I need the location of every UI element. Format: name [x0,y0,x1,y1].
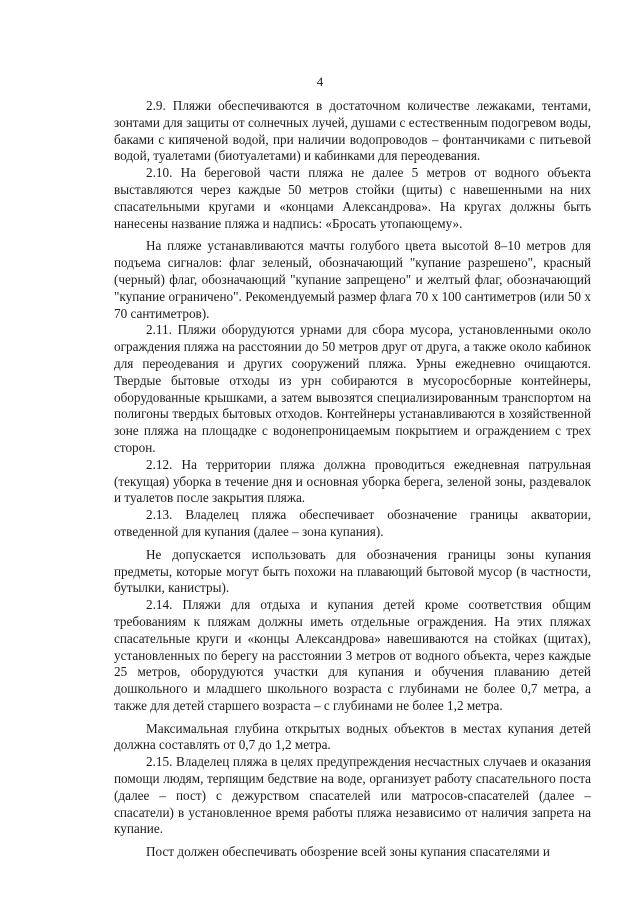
paragraph-max-depth: Максимальная глубина открытых водных объектов в местах купания детей должна составлять от 0,7 до 1,2 метра. [114,720,591,753]
page-number: 4 [316,74,324,89]
paragraph-post-visibility: Пост должен обеспечивать обозрение всей зоны купания спасателями и [146,844,550,860]
document-body [114,98,591,861]
paragraph-2-11: 2.11. Пляжи оборудуются урнами для сбора мусора, установленными около ограждения пляжа на расстоянии до 50 метров друг от друга, а также около кабинок для переодевания и других сооружений пляжа. Урны ежедневно очищаются. Твердые бытовые отходы из урн собираются в мусоросборные контейнеры, оборудованные крышками, а затем вывозятся специализированным транспортом на полигоны твердых бытовых отходов. Контейнеры устанавливаются в хозяйственной зоне пляжа на площадке с водонепроницаемым покрытием и ограждением с трех сторон. [114,322,591,455]
paragraph-2-13: 2.13. Владелец пляжа обеспечивает обозначение границы акватории, отведенной для купания (далее – зона купания). [114,507,591,539]
paragraph-2-15: 2.15. Владелец пляжа в целях предупреждения несчастных случаев и оказания помощи людям, терпящим бедствие на воде, организует работу спасательного поста (далее – пост) с дежурством спасателей или матросов-спасателей (далее – спасатели) в установленное время работы пляжа независимо от наличия запрета на купание. [114,754,591,837]
paragraph-flag-masts: На пляже устанавливаются мачты голубого цвета высотой 8–10 метров для подъема сигналов: флаг зеленый, обозначающий "купание разрешено", красный (черный) флаг, обозначающий "купание запрещено" и желтый флаг, обозначающий "купание ограничено". Рекомендуемый размер флага 70 х 100 сантиметров (или 50 х 70 сантиметров). [114,238,591,321]
paragraph-2-14: 2.14. Пляжи для отдыха и купания детей кроме соответствия общим требованиям к пляжам должны иметь отдельные ограждения. На этих пляжах спасательные круги и «концы Александрова» навешиваются на стойках (щитах), установленных по берегу на расстоянии 3 метров от водного объекта, через каждые 25 метров, оборудуются участки для купания и обучения плаванию детей дошкольного и младшего школьного возраста с глубинами не более 0,7 метра, а также для детей старшего возраста – с глубинами не более 1,2 метра. [114,597,591,713]
paragraph-swim-zone-markers: Не допускается использовать для обозначения границы зоны купания предметы, которые могут быть похожи на плавающий бытовой мусор (в частности, бутылки, канистры). [114,546,591,596]
paragraph-2-12: 2.12. На территории пляжа должна проводиться ежедневная патрульная (текущая) уборка в течение дня и основная уборка берега, зеленой зоны, раздевалок и туалетов после закрытия пляжа. [114,456,591,506]
paragraph-2-10: 2.10. На береговой части пляжа не далее 5 метров от водного объекта выставляются через каждые 50 метров стойки (щиты) с навешенными на них спасательными кругами и «концами Александрова». На кругах должны быть нанесены название пляжа и надпись: «Бросать утопающему». [114,165,591,231]
paragraph-2-9: 2.9. Пляжи обеспечиваются в достаточном количестве лежаками, тентами, зонтами для защиты от солнечных лучей, душами с естественным подогревом воды, баками с кипяченой водой, при наличии водопроводов – фонтанчиками с питьевой водой, туалетами (биотуалетами) и кабинками для переодевания. [114,98,591,164]
